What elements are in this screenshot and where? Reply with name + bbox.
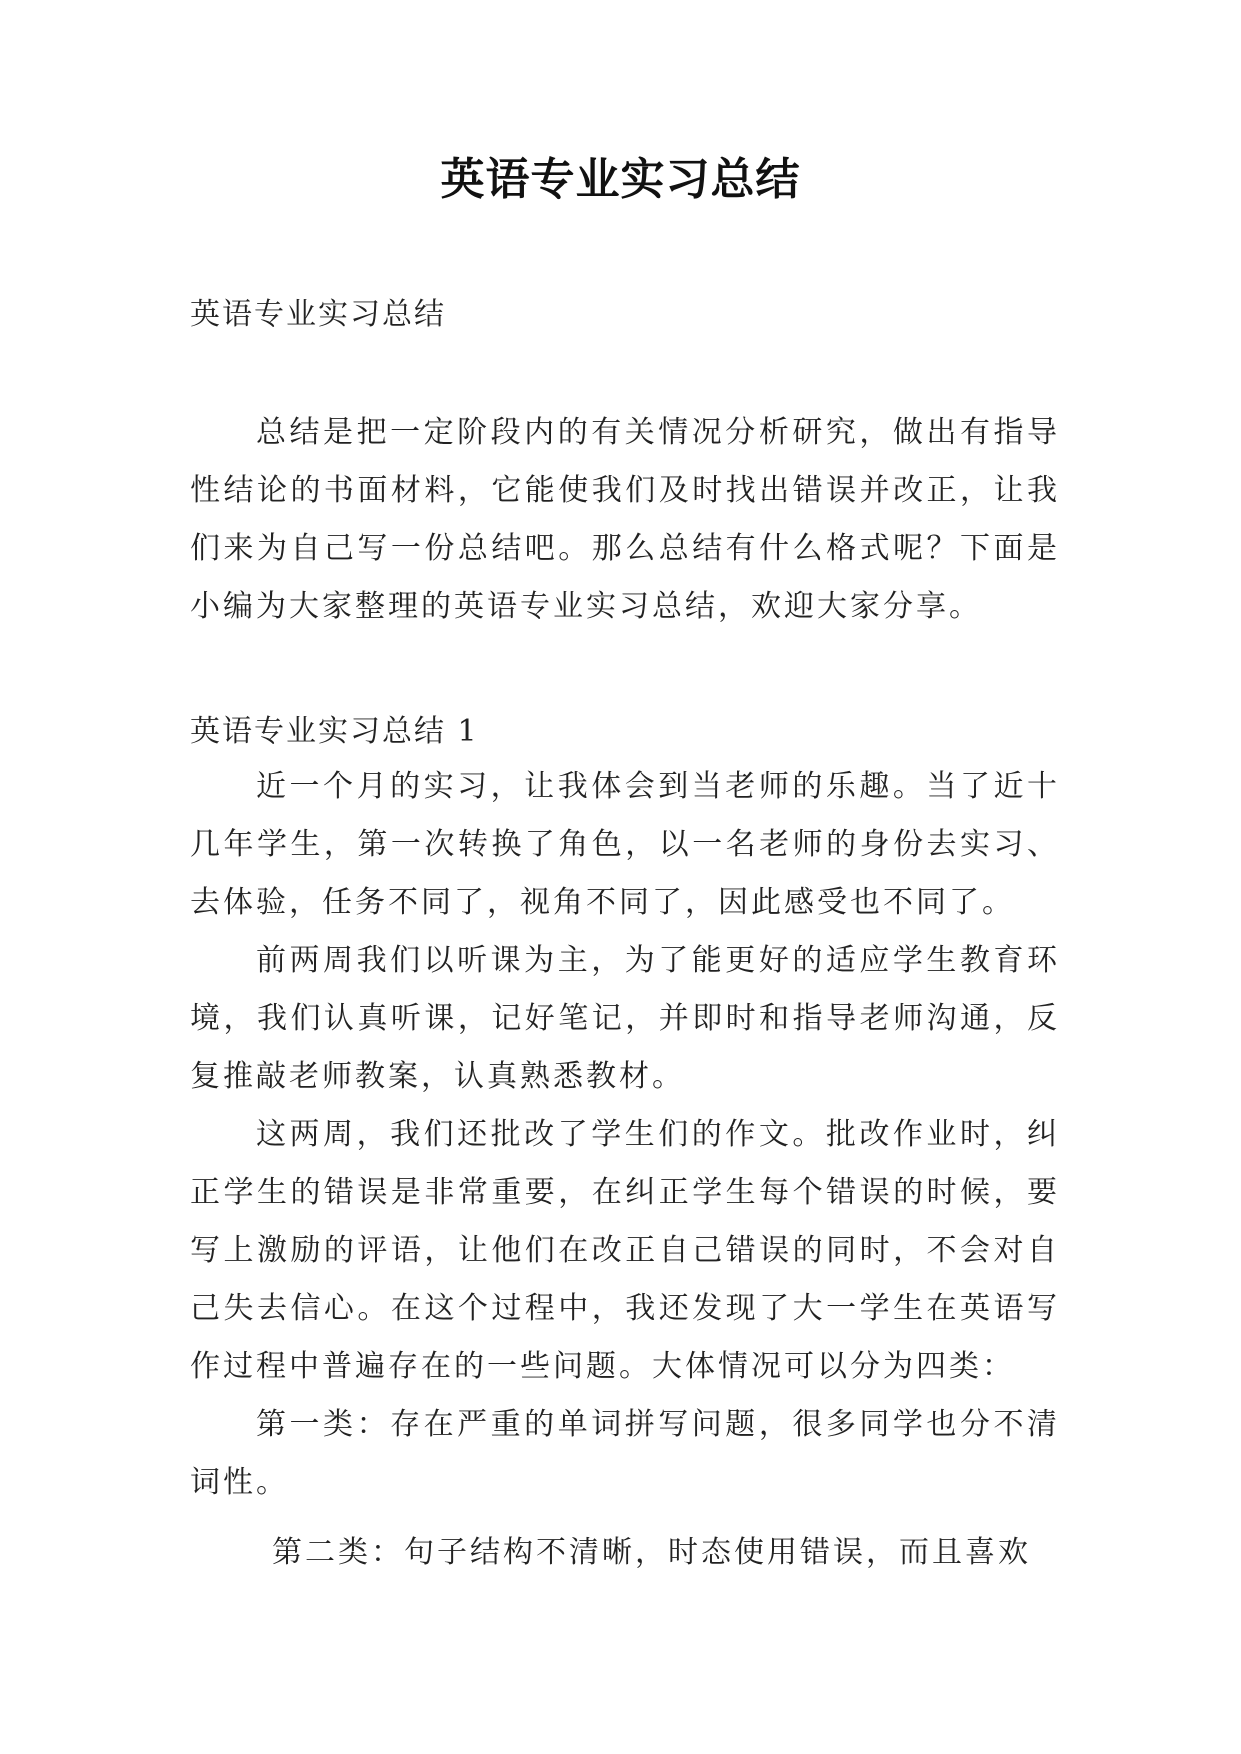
paragraph: 近一个月的实习，让我体会到当老师的乐趣。当了近十几年学生，第一次转换了角色，以一名老师的身份去实习、去体验，任务不同了，视角不同了，因此感受也不同了。 bbox=[190, 769, 1060, 920]
paragraph: 第一类：存在严重的单词拼写问题，很多同学也分不清词性。 bbox=[190, 1407, 1060, 1500]
document-subtitle: 英语专业实习总结 bbox=[190, 297, 446, 332]
paragraph: 第二类：句子结构不清晰，时态使用错误，而且喜欢 bbox=[272, 1535, 1031, 1570]
document-title: 英语专业实习总结 bbox=[440, 154, 801, 205]
intro-paragraph: 总结是把一定阶段内的有关情况分析研究，做出有指导性结论的书面材料，它能使我们及时找出错误并改正，让我们来为自己写一份总结吧。那么总结有什么格式呢？下面是小编为大家整理的英语专业实习总结，欢迎大家分享。 bbox=[190, 415, 1060, 624]
section-title: 英语专业实习总结 1 bbox=[190, 714, 479, 749]
paragraph: 这两周，我们还批改了学生们的作文。批改作业时，纠正学生的错误是非常重要，在纠正学生每个错误的时候，要写上激励的评语，让他们在改正自己错误的同时，不会对自己失去信心。在这个过程中，我还发现了大一学生在英语写作过程中普遍存在的一些问题。大体情况可以分为四类： bbox=[190, 1117, 1060, 1384]
section-body bbox=[190, 758, 1060, 1582]
paragraph: 前两周我们以听课为主，为了能更好的适应学生教育环境，我们认真听课，记好笔记，并即时和指导老师沟通，反复推敲老师教案，认真熟悉教材。 bbox=[190, 943, 1060, 1094]
